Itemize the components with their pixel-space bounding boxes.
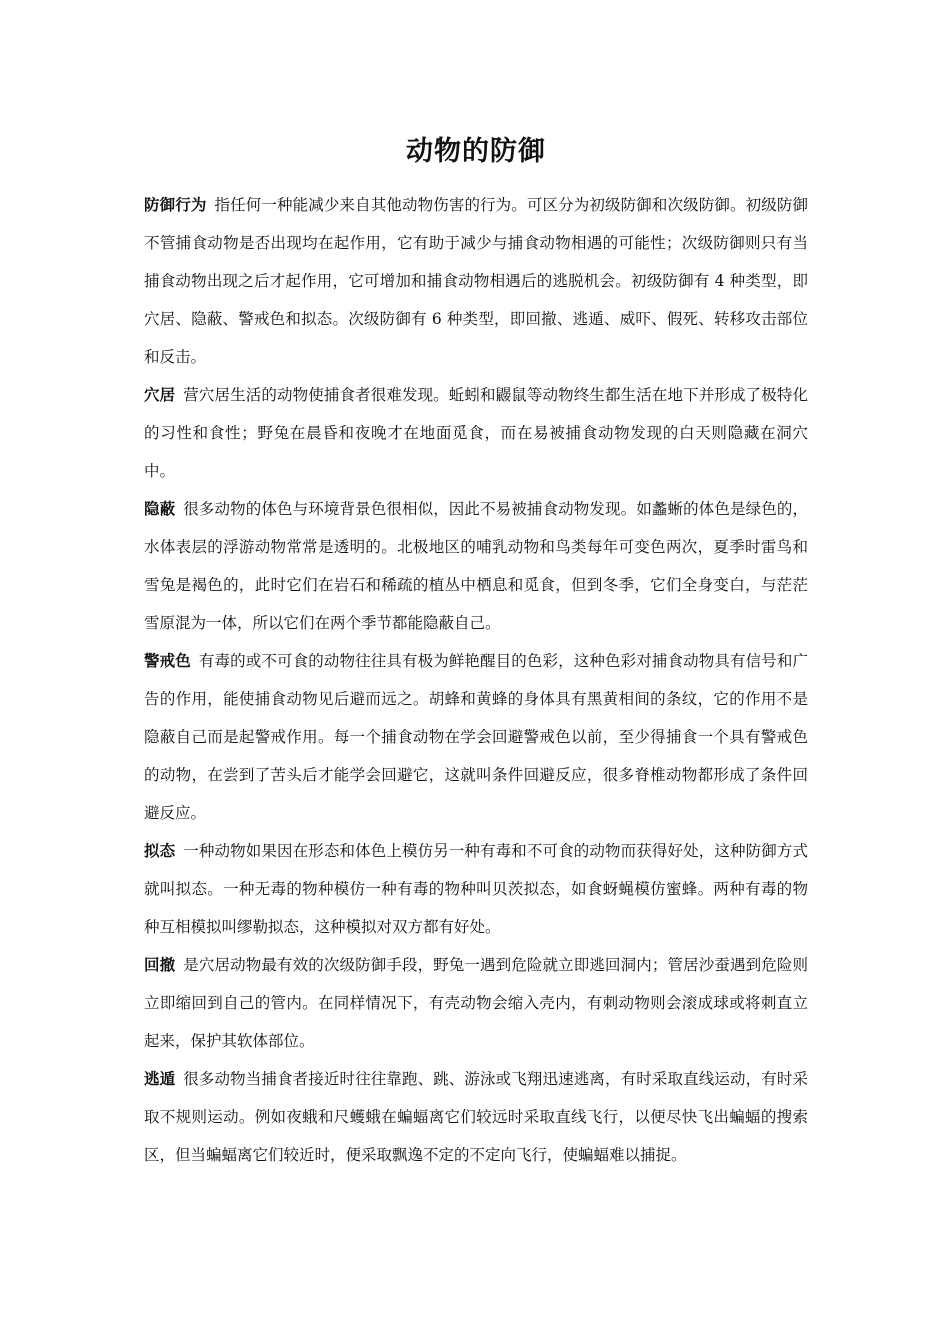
document-page: [144, 132, 808, 1174]
section-text: 一种动物如果因在形态和体色上模仿另一种有毒和不可食的动物而获得好处，这种防御方式就叫拟态。一种无毒的物种模仿一种有毒的物种叫贝茨拟态，如食蚜蝇模仿蜜蜂。两种有毒的物种互相模拟叫缪勒拟态，这种模拟对双方都有好处。: [144, 842, 808, 936]
section-term: 警戒色: [144, 652, 191, 670]
section-text: 很多动物的体色与环境背景色很相似，因此不易被捕食动物发现。如蠡蜥的体色是绿色的，水体表层的浮游动物常常是透明的。北极地区的哺乳动物和鸟类每年可变色两次，夏季时雷鸟和雪兔是褐色的，此时它们在岩石和稀疏的植丛中栖息和觅食，但到冬季，它们全身变白，与茫茫雪原混为一体，所以它们在两个季节都能隐蔽自己。: [144, 500, 808, 632]
section-warning-coloration: [144, 642, 808, 832]
section-mimicry: [144, 832, 808, 946]
section-text: 营穴居生活的动物使捕食者很难发现。蚯蚓和鼹鼠等动物终生都生活在地下并形成了极特化的习性和食性；野兔在晨昏和夜晚才在地面觅食，而在易被捕食动物发现的白天则隐藏在洞穴中。: [144, 386, 808, 480]
section-withdrawal: [144, 946, 808, 1060]
section-defense-behavior: [144, 186, 808, 376]
section-concealment: [144, 490, 808, 642]
section-term: 回撤: [144, 956, 176, 974]
section-term: 防御行为: [144, 196, 207, 214]
section-burrowing: [144, 376, 808, 490]
document-title: 动物的防御: [406, 136, 546, 167]
section-term: 穴居: [144, 386, 176, 404]
section-term: 拟态: [144, 842, 176, 860]
section-text: 很多动物当捕食者接近时往往靠跑、跳、游泳或飞翔迅速逃离，有时采取直线运动，有时采取不规则运动。例如夜蛾和尺蠖蛾在蝙蝠离它们较远时采取直线飞行，以便尽快飞出蝙蝠的搜索区，但当蝙蝠离它们较近时，便采取飘逸不定的不定向飞行，使蝙蝠难以捕捉。: [144, 1070, 808, 1164]
section-text: 是穴居动物最有效的次级防御手段，野兔一遇到危险就立即逃回洞内；管居沙蚕遇到危险则立即缩回到自己的管内。在同样情况下，有壳动物会缩入壳内，有刺动物则会滚成球或将刺直立起来，保护其软体部位。: [144, 956, 808, 1050]
section-term: 逃遁: [144, 1070, 176, 1088]
section-text: 有毒的或不可食的动物往往具有极为鲜艳醒目的色彩，这种色彩对捕食动物具有信号和广告的作用，能使捕食动物见后避而远之。胡蜂和黄蜂的身体具有黑黄相间的条纹，它的作用不是隐蔽自己而是起警戒作用。每一个捕食动物在学会回避警戒色以前，至少得捕食一个具有警戒色的动物，在尝到了苦头后才能学会回避它，这就叫条件回避反应，很多脊椎动物都形成了条件回避反应。: [144, 652, 808, 822]
section-text: 指任何一种能减少来自其他动物伤害的行为。可区分为初级防御和次级防御。初级防御不管捕食动物是否出现均在起作用，它有助于减少与捕食动物相遇的可能性；次级防御则只有当捕食动物出现之后才起作用，它可增加和捕食动物相遇后的逃脱机会。初级防御有 4 种类型，即穴居、隐蔽、警戒色和拟态。次级防御有 6 种类型，即回撤、逃遁、威吓、假死、转移攻击部位和反击。: [144, 196, 808, 366]
section-term: 隐蔽: [144, 500, 176, 518]
section-flight: [144, 1060, 808, 1174]
